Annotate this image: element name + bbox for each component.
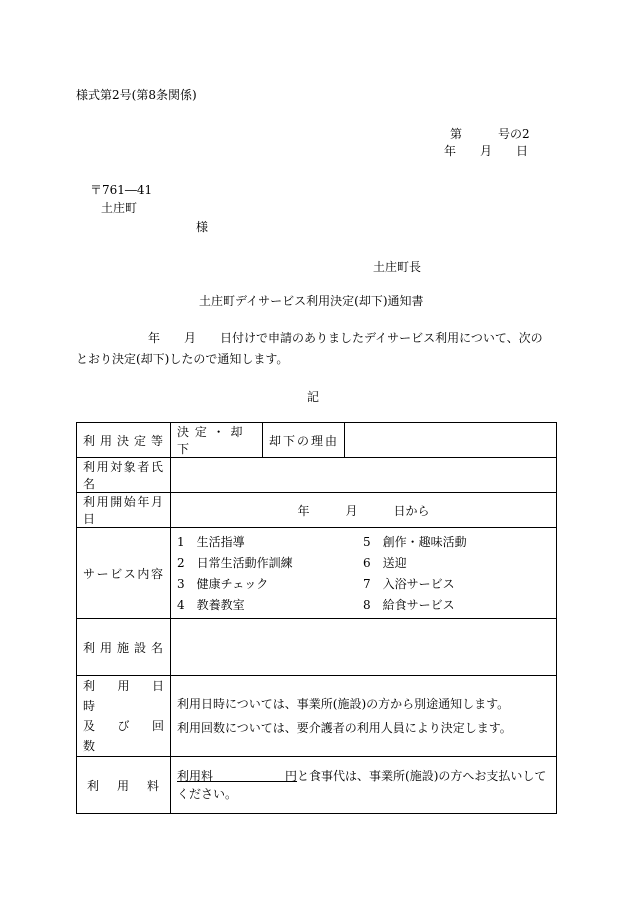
document-number: 第 号の2	[450, 127, 530, 141]
row-start-date	[77, 493, 557, 528]
start-date-value: 年 月 日から	[171, 493, 557, 528]
row-name	[77, 458, 557, 493]
service-list-cell	[171, 528, 557, 619]
service-item: 3 健康チェック	[177, 577, 269, 591]
form-number: 様式第2号(第8条関係)	[76, 88, 197, 102]
document-title: 土庄町デイサービス利用決定(却下)通知書	[199, 294, 424, 308]
row-facility	[77, 619, 557, 676]
service-item: 5 創作・趣味活動	[363, 535, 467, 549]
service-list	[177, 533, 550, 613]
service-item: 8 給食サービス	[363, 598, 455, 612]
row-schedule	[77, 676, 557, 757]
notification-table	[76, 422, 557, 814]
service-item: 4 教養教室	[177, 598, 245, 612]
service-label: サービス内容	[77, 528, 171, 619]
postal-code: 〒761―41	[90, 183, 153, 197]
schedule-value	[171, 676, 557, 757]
service-item: 7 入浴サービス	[363, 577, 455, 591]
service-item: 6 送迎	[363, 556, 407, 570]
reject-reason-label: 却下の理由	[263, 423, 345, 458]
document-date: 年 月 日	[444, 144, 529, 158]
row-services	[77, 528, 557, 619]
schedule-text-2: 利用回数については、要介護者の利用人員により決定します。	[177, 721, 512, 735]
sender-name: 土庄町長	[373, 260, 422, 274]
decision-label: 利用決定等	[77, 423, 171, 458]
schedule-label-line-1: 利 用 日 時	[83, 679, 177, 713]
body-paragraph	[76, 328, 554, 370]
name-label: 利用対象者氏名	[77, 458, 171, 493]
ki-heading: 記	[307, 390, 320, 404]
facility-value	[171, 619, 557, 676]
addressee-town: 土庄町	[101, 201, 138, 215]
schedule-text-1: 利用日時については、事業所(施設)の方から別途通知します。	[177, 697, 510, 711]
name-value	[171, 458, 557, 493]
addressee-honorific: 様	[196, 220, 209, 234]
schedule-label-line-2: 及 び 回 数	[83, 719, 177, 753]
service-item: 2 日常生活動作訓練	[177, 556, 293, 570]
fee-label: 利用料	[77, 757, 171, 814]
fee-rest: と食事代は、事業所(施設)の方へお支払いしてください。	[177, 769, 547, 801]
reject-reason-value	[345, 423, 557, 458]
service-item: 1 生活指導	[177, 535, 245, 549]
body-text: 年 月 日付けで申請のありましたデイサービス利用について、次のとおり決定(却下)したので通知します。	[76, 331, 543, 366]
facility-label: 利用施設名	[77, 619, 171, 676]
row-fee	[77, 757, 557, 814]
row-decision	[77, 423, 557, 458]
decision-value: 決 定 ・ 却 下	[171, 423, 263, 458]
fee-value	[171, 757, 557, 814]
start-date-label: 利用開始年月日	[77, 493, 171, 528]
schedule-label	[77, 676, 177, 757]
fee-underlined: 利用料 円	[177, 769, 298, 783]
